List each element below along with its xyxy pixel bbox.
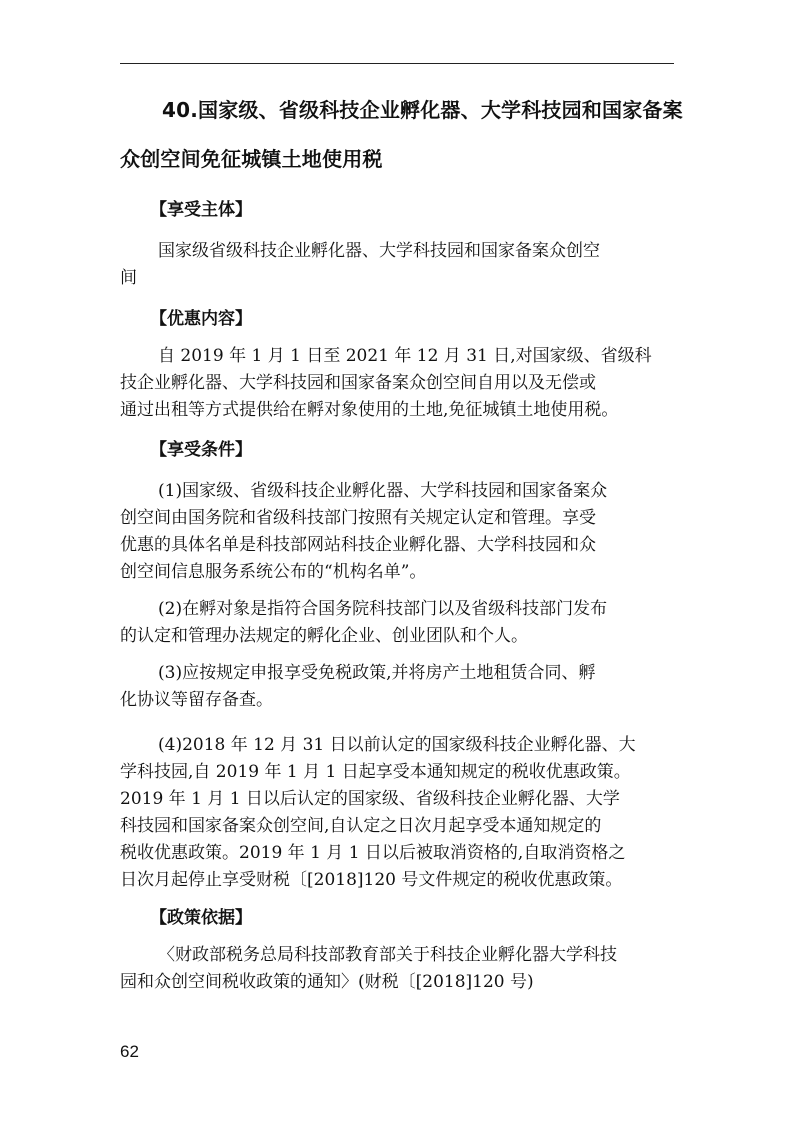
basis-heading: 【政策依据】 bbox=[150, 908, 252, 928]
conditions-heading: 【享受条件】 bbox=[150, 440, 252, 460]
condition-4-line: 日次月起停止享受财税〔[2018]120 号文件规定的税收优惠政策。 bbox=[120, 870, 623, 890]
subject-heading: 【享受主体】 bbox=[150, 200, 252, 220]
condition-3-line: 化协议等留存备查。 bbox=[120, 690, 273, 710]
condition-1-line: 创空间由国务院和省级科技部门按照有关规定认定和管理。享受 bbox=[120, 508, 596, 528]
content-text-line: 自 2019 年 1 月 1 日至 2021 年 12 月 31 日,对国家级、省级科 bbox=[158, 346, 652, 366]
condition-2-line: (2)在孵对象是指符合国务院科技部门以及省级科技部门发布 bbox=[158, 599, 608, 619]
condition-4-line: (4)2018 年 12 月 31 日以前认定的国家级科技企业孵化器、大 bbox=[158, 735, 636, 755]
subject-text-line: 国家级省级科技企业孵化器、大学科技园和国家备案众创空 bbox=[158, 241, 600, 261]
condition-4-line: 2019 年 1 月 1 日以后认定的国家级、省级科技企业孵化器、大学 bbox=[120, 789, 620, 809]
condition-1-line: (1)国家级、省级科技企业孵化器、大学科技园和国家备案众 bbox=[158, 481, 608, 501]
basis-text-line: 园和众创空间税收政策的通知〉(财税〔[2018]120 号) bbox=[120, 972, 534, 992]
subject-text-line: 间 bbox=[120, 268, 137, 288]
condition-4-line: 学科技园,自 2019 年 1 月 1 日起享受本通知规定的税收优惠政策。 bbox=[120, 762, 631, 782]
section-title-line-2: 众创空间免征城镇土地使用税 bbox=[120, 147, 383, 171]
page-number: 62 bbox=[120, 1042, 139, 1061]
basis-text-line: 〈财政部税务总局科技部教育部关于科技企业孵化器大学科技 bbox=[158, 945, 617, 965]
content-text-line: 技企业孵化器、大学科技园和国家备案众创空间自用以及无偿或 bbox=[120, 373, 596, 393]
condition-1-line: 创空间信息服务系统公布的“机构名单”。 bbox=[120, 562, 427, 582]
content-text-line: 通过出租等方式提供给在孵对象使用的土地,免征城镇土地使用税。 bbox=[120, 400, 619, 420]
condition-4-line: 税收优惠政策。2019 年 1 月 1 日以后被取消资格的,自取消资格之 bbox=[120, 843, 626, 863]
condition-2-line: 的认定和管理办法规定的孵化企业、创业团队和个人。 bbox=[120, 626, 528, 646]
condition-4-line: 科技园和国家备案众创空间,自认定之日次月起享受本通知规定的 bbox=[120, 816, 602, 836]
content-heading: 【优惠内容】 bbox=[150, 309, 252, 329]
condition-1-line: 优惠的具体名单是科技部网站科技企业孵化器、大学科技园和众 bbox=[120, 535, 596, 555]
top-rule bbox=[120, 63, 674, 64]
section-title-line-1: 40.国家级、省级科技企业孵化器、大学科技园和国家备案 bbox=[162, 98, 683, 122]
condition-3-line: (3)应按规定申报享受免税政策,并将房产土地租赁合同、孵 bbox=[158, 663, 596, 683]
